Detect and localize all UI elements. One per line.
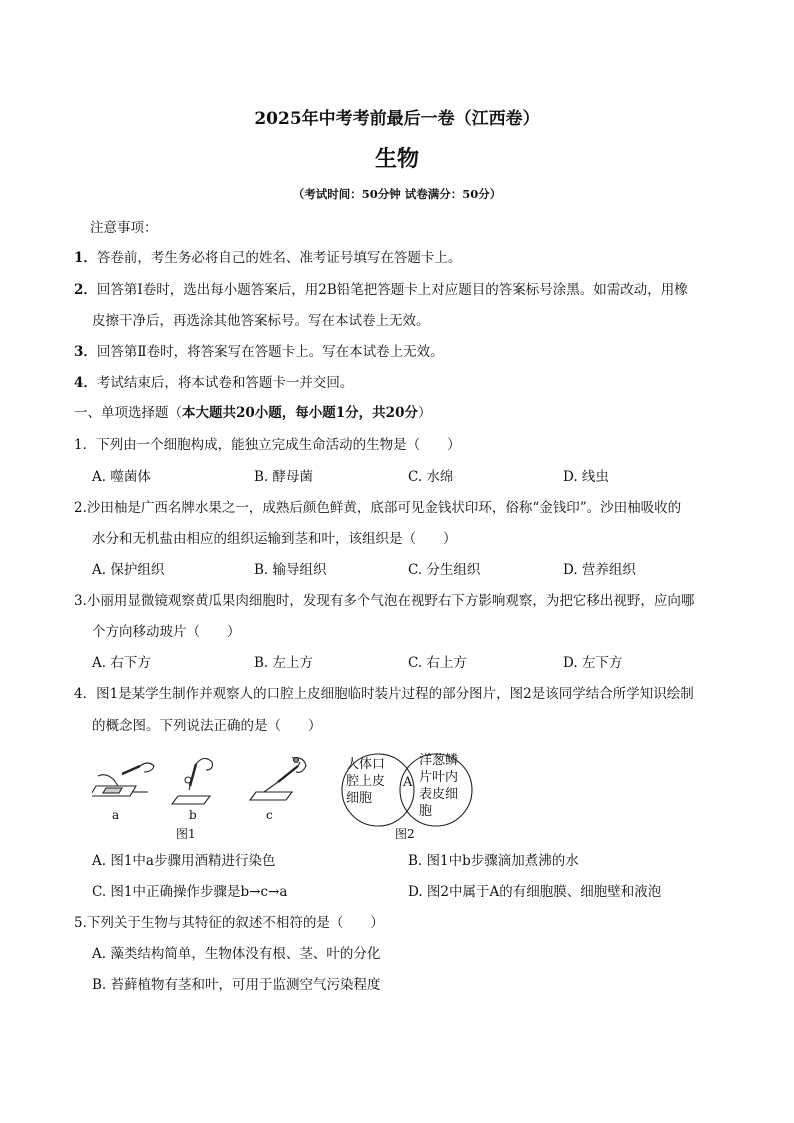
- figure-1-drawing: [92, 752, 332, 822]
- figure-1-label-a: a: [112, 808, 120, 822]
- section-prefix: 一、单项选择题（: [74, 405, 182, 421]
- exam-info: （考试时间：50分钟 试卷满分：50分）: [292, 187, 502, 201]
- notice-item-4: [74, 373, 353, 393]
- question-5-stem: 5.下列关于生物与其特征的叙述不相符的是（ ）: [74, 915, 384, 931]
- venn-left-line: 细胞: [346, 791, 373, 806]
- option-c: C. 水绵: [408, 469, 454, 485]
- venn-right-line: 片叶内: [419, 770, 459, 785]
- question-2-stem: 2.沙田柚是广西名牌水果之一，成熟后颜色鲜黄，底部可见金钱状印环，俗称“金钱印”。沙田柚吸收的: [74, 500, 682, 516]
- option-b: B. 图1中b步骤滴加煮沸的水: [408, 853, 579, 869]
- notice-text: 回答第Ⅰ卷时，选出每小题答案后，用2B铅笔把答题卡上对应题目的答案标号涂黑。如需改动，用橡: [96, 282, 688, 298]
- step-c-sketch: [250, 758, 306, 801]
- figure-1-label-c: c: [266, 808, 273, 822]
- notice-item-3: [74, 342, 444, 362]
- notice-num: 4．: [74, 375, 97, 391]
- notice-num: 2．: [74, 282, 97, 298]
- notice-num: 3．: [74, 344, 97, 360]
- option-a: A. 噬菌体: [92, 469, 151, 485]
- question-3-stem-cont: 个方向移动玻片（ ）: [92, 624, 241, 640]
- notice-item-2: [74, 280, 688, 300]
- option-a: A. 保护组织: [92, 562, 165, 578]
- step-a-sketch: [92, 763, 154, 796]
- question-1-stem: 1．下列由一个细胞构成，能独立完成生命活动的生物是（ ）: [74, 437, 461, 453]
- notice-heading: 注意事项：: [90, 220, 158, 236]
- option-c: C. 图1中正确操作步骤是b→c→a: [92, 884, 288, 900]
- option-b: B. 酵母菌: [254, 469, 314, 485]
- option-d: D. 图2中属于A的有细胞膜、细胞壁和液泡: [408, 884, 662, 900]
- venn-left-line: 腔上皮: [346, 774, 386, 789]
- venn-center-label: A: [403, 775, 413, 790]
- figure-1-label-b: b: [189, 808, 197, 822]
- notice-text: 答卷前，考生务必将自己的姓名、准考证号填写在答题卡上。: [96, 250, 462, 266]
- option-d: D. 线虫: [563, 469, 609, 485]
- question-4-stem: 4．图1是某学生制作并观察人的口腔上皮细胞临时装片过程的部分图片，图2是该同学结合所学知识绘制: [74, 686, 694, 702]
- notice-item-1: [74, 248, 461, 268]
- option-a: A. 右下方: [92, 655, 151, 671]
- venn-left-line: 人体口: [346, 757, 386, 772]
- venn-right-line: 表皮细: [419, 787, 459, 802]
- venn-left-text: [346, 756, 385, 807]
- option-d: D. 营养组织: [563, 562, 636, 578]
- section-suffix: ）: [417, 405, 432, 421]
- figure-1-caption: 图1: [176, 827, 196, 841]
- section-bold: 本大题共20小题，每小题1分，共20分: [182, 405, 418, 421]
- option-b: B. 苔藓植物有茎和叶，可用于监测空气污染程度: [92, 977, 381, 993]
- figure-2-caption: 图2: [395, 827, 415, 841]
- option-a: A. 藻类结构简单，生物体没有根、茎、叶的分化: [92, 946, 381, 962]
- option-b: B. 左上方: [254, 655, 314, 671]
- question-4-stem-cont: 的概念图。下列说法正确的是（ ）: [92, 718, 322, 734]
- venn-right-text: [419, 752, 458, 820]
- notice-num: 1．: [74, 250, 97, 266]
- notice-text: 考试结束后，将本试卷和答题卡一并交回。: [96, 375, 354, 391]
- option-d: D. 左下方: [563, 655, 623, 671]
- venn-right-line: 胞: [419, 804, 433, 819]
- notice-item-2-cont: 皮擦干净后，再选涂其他答案标号。写在本试卷上无效。: [92, 313, 430, 329]
- notice-text: 回答第Ⅱ卷时，将答案写在答题卡上。写在本试卷上无效。: [96, 344, 444, 360]
- section-heading: [74, 403, 431, 423]
- question-2-stem-cont: 水分和无机盐由相应的组织运输到茎和叶，该组织是（ ）: [92, 531, 457, 547]
- option-c: C. 右上方: [408, 655, 467, 671]
- venn-right-line: 洋葱鳞: [419, 753, 459, 768]
- subject-title: 生物: [374, 147, 419, 172]
- option-c: C. 分生组织: [408, 562, 481, 578]
- option-b: B. 输导组织: [254, 562, 327, 578]
- step-b-sketch: [172, 758, 212, 804]
- exam-title: 2025年中考考前最后一卷（江西卷）: [254, 109, 540, 129]
- option-a: A. 图1中a步骤用酒精进行染色: [92, 853, 276, 869]
- question-3-stem: 3.小丽用显微镜观察黄瓜果肉细胞时，发现有多个气泡在视野右下方影响观察，为把它移出视野，应向哪: [74, 593, 695, 609]
